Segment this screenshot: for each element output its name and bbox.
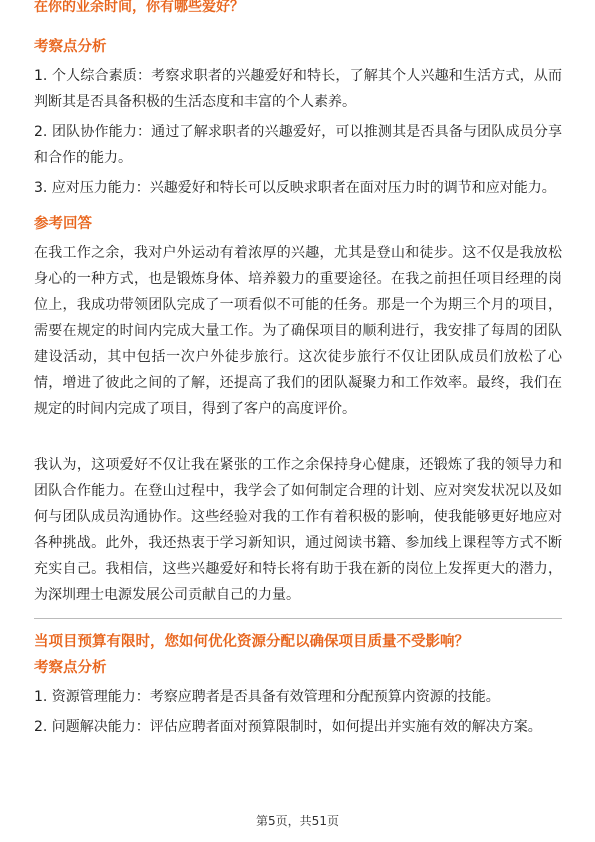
page-number: 第5页，共51页 bbox=[256, 814, 339, 828]
section-title-analysis: 考察点分析 bbox=[34, 660, 107, 676]
section-title-reference-answer: 参考回答 bbox=[34, 216, 92, 232]
page-content bbox=[34, 36, 562, 744]
cut-off-question-heading: 在你的业余时间，你有哪些爱好？ bbox=[34, 0, 244, 15]
analysis-item: 2. 问题解决能力：评估应聘者面对预算限制时，如何提出并实施有效的解决方案。 bbox=[34, 719, 542, 735]
answer-paragraph: 在我工作之余，我对户外运动有着浓厚的兴趣，尤其是登山和徒步。这不仅是我放松身心的一种方式，也是锻炼身体、培养毅力的重要途径。在我之前担任项目经理的岗位上，我成功带领团队完成了一项看似不可能的任务。那是一个为期三个月的项目，需要在规定的时间内完成大量工作。为了确保项目的顺利进行，我安排了每周的团队建设活动，其中包括一次户外徒步旅行。这次徒步旅行不仅让团队成员们放松了心情，增进了彼此之间的了解，还提高了我们的团队凝聚力和工作效率。最终，我们在规定的时间内完成了项目，得到了客户的高度评价。 bbox=[34, 245, 562, 417]
analysis-item: 3. 应对压力能力：兴趣爱好和特长可以反映求职者在面对压力时的调节和应对能力。 bbox=[34, 180, 556, 196]
analysis-item: 1. 个人综合素质：考察求职者的兴趣爱好和特长，了解其个人兴趣和生活方式，从而判断其是否具备积极的生活态度和丰富的个人素养。 bbox=[34, 68, 562, 110]
question-heading: 当项目预算有限时，您如何优化资源分配以确保项目质量不受影响？ bbox=[34, 634, 469, 650]
section-divider bbox=[34, 618, 562, 619]
analysis-item: 2. 团队协作能力：通过了解求职者的兴趣爱好，可以推测其是否具备与团队成员分享和合作的能力。 bbox=[34, 124, 562, 166]
analysis-item: 1. 资源管理能力：考察应聘者是否具备有效管理和分配预算内资源的技能。 bbox=[34, 689, 500, 705]
section-title-analysis: 考察点分析 bbox=[34, 39, 107, 55]
answer-paragraph: 我认为，这项爱好不仅让我在紧张的工作之余保持身心健康，还锻炼了我的领导力和团队合作能力。在登山过程中，我学会了如何制定合理的计划、应对突发状况以及如何与团队成员沟通协作。这些经验对我的工作有着积极的影响，使我能够更好地应对各种挑战。此外，我还热衷于学习新知识，通过阅读书籍、参加线上课程等方式不断充实自己。我相信，这些兴趣爱好和特长将有助于我在新的岗位上发挥更大的潜力，为深圳理士电源发展公司贡献自己的力量。 bbox=[34, 457, 562, 603]
